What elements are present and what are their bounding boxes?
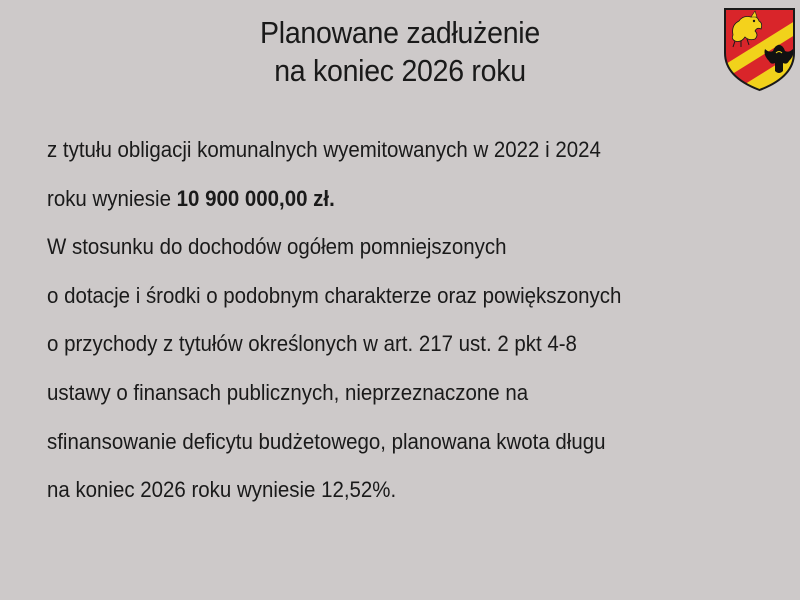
coat-of-arms-svg [721, 5, 798, 93]
page-title [170, 14, 630, 90]
title-line-2: na koniec 2026 roku [274, 53, 526, 88]
body-line-8: na koniec 2026 roku wyniesie 12,52%. [47, 477, 397, 503]
body-text [47, 126, 754, 515]
body-line-3: W stosunku do dochodów ogółem pomniejszonych [47, 234, 507, 260]
body-line-6: ustawy o finansach publicznych, nieprzeznaczone na [47, 379, 529, 405]
title-line-1: Planowane zadłużenie [260, 15, 540, 50]
body-line-5: o przychody z tytułów określonych w art. 217 ust. 2 pkt 4-8 [47, 331, 577, 357]
coat-of-arms-icon [721, 5, 798, 93]
body-line-2-prefix: roku wyniesie [47, 185, 177, 211]
debt-amount: 10 900 000,00 zł. [176, 185, 335, 211]
body-line-1: z tytułu obligacji komunalnych wyemitowanych w 2022 i 2024 [47, 137, 601, 162]
body-line-2 [47, 175, 754, 224]
body-line-7: sfinansowanie deficytu budżetowego, planowana kwota długu [47, 428, 606, 454]
body-line-4: o dotacje i środki o podobnym charakterze oraz powiększonych [47, 282, 622, 308]
